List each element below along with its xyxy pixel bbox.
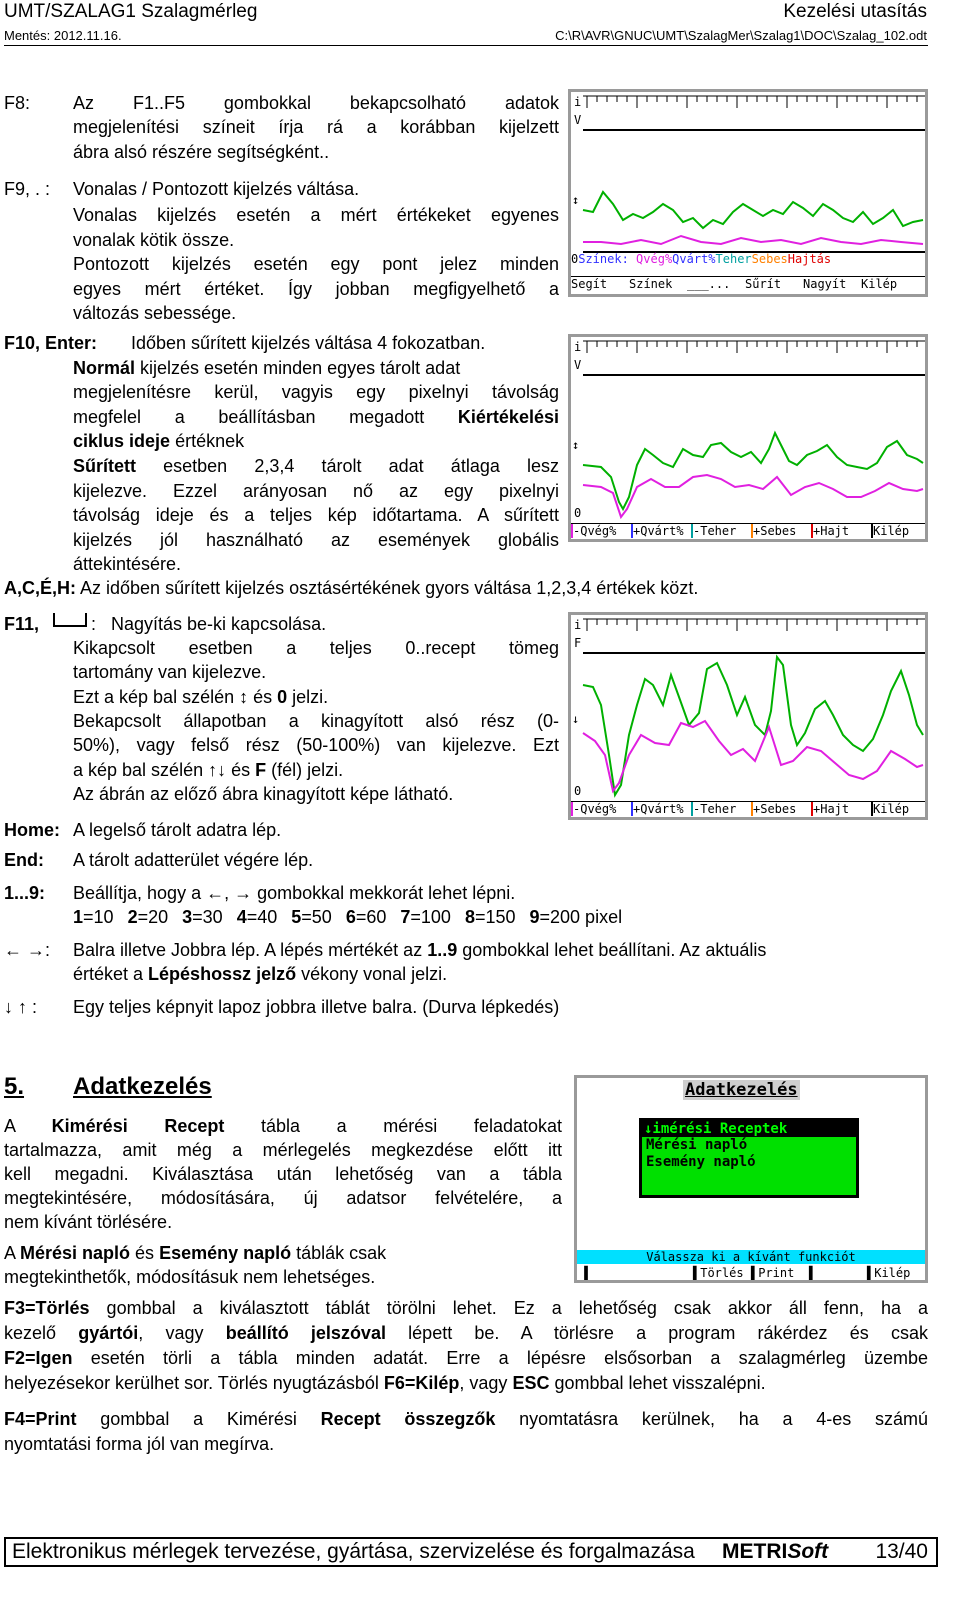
- key-end: End:: [4, 850, 44, 870]
- key-f11: F11,: [4, 614, 40, 634]
- key-left-right: ← →:: [4, 940, 51, 960]
- color-legend-item: Qvárt%: [672, 252, 716, 266]
- softkey[interactable]: ___...: [687, 277, 731, 291]
- legend-item[interactable]: Kilép: [871, 802, 913, 816]
- f9-line1: Vonalas / Pontozott kijelzés váltása.: [73, 179, 360, 199]
- s5-p1-line2: tartalmazza, amit még a mérlegelés megkezdése előtt itt: [4, 1140, 562, 1160]
- series-green: [583, 433, 923, 509]
- legend-item: +Hajt: [811, 524, 871, 538]
- s5-p2-line2: megtekinthetők, módosításuk nem lehetséges.: [4, 1267, 376, 1287]
- menu-item-event-log[interactable]: Esemény napló: [646, 1154, 756, 1170]
- header-title: UMT/SZALAG1 Szalagmérleg: [4, 1, 258, 22]
- f10-line7: távolság ideje és a teljes kép időtartama. A sűrített: [73, 505, 559, 525]
- key-f8: F8:: [4, 93, 31, 113]
- screen-zoomed-legend: [571, 801, 925, 818]
- header-rule: [4, 45, 928, 46]
- legend-item: -Teher: [691, 802, 751, 816]
- f11-line6: a kép bal szélén ↑↓ és F (fél) jelzi.: [73, 760, 344, 780]
- step-value-1: 1=10: [73, 907, 114, 927]
- screen-data-management: [574, 1075, 928, 1283]
- softkey-delete[interactable]: ▌Törlés: [693, 1266, 744, 1280]
- color-legend-item: Teher: [715, 252, 752, 266]
- updown-arrow-icon: ↕: [239, 687, 249, 707]
- steps-values: [73, 905, 636, 929]
- s5-p2-line1: A Mérési napló és Esemény napló táblák csak: [4, 1243, 387, 1263]
- legend-item: -Qvég%: [571, 802, 631, 816]
- axis-label-v: V: [574, 358, 582, 372]
- f10-line3: megfelel a beállításban megadott Kiértékelési: [73, 407, 559, 427]
- legend-item: +Qvárt%: [631, 524, 691, 538]
- s5-p1-line4: megtekintésére, módosítására, új adatsor felvételére, a: [4, 1188, 562, 1208]
- tick-marks: [583, 619, 925, 631]
- series-magenta: [583, 721, 923, 791]
- s5-p3-line1: F3=Törlés gombbal a kiválasztott táblát törölni lehet. Ez a lehetőség csak akkor áll fenn, ha a: [4, 1298, 928, 1318]
- step-value-9: 9=200 pixel: [529, 907, 623, 927]
- f10-line8: kijelzés jól használható az események globális: [73, 530, 559, 550]
- legend-item: +Sebes: [751, 524, 811, 538]
- softkey[interactable]: Segít: [571, 277, 608, 291]
- color-legend-item: Hajtás: [787, 252, 832, 266]
- axis-label-i: i: [574, 95, 582, 109]
- zoom-down-icon: ↓: [572, 712, 580, 726]
- softkey[interactable]: Kilép: [861, 277, 898, 291]
- key-up-down: ↓ ↑ :: [4, 997, 38, 1017]
- axis-label-v: V: [574, 113, 582, 127]
- step-value-6: 6=60: [345, 907, 387, 927]
- f11-colon: :: [91, 614, 97, 634]
- f10-line2: megjelenítésre kerül, vagyis egy pixelnyi távolság: [73, 382, 559, 402]
- menu-item-measure-log[interactable]: Mérési napló: [646, 1137, 748, 1153]
- zoom-indicator-icon: ↕: [572, 438, 580, 452]
- leftright-line2: értéket a Lépéshossz jelző vékony vonal jelzi.: [73, 964, 448, 984]
- screen-zoomed: [568, 612, 928, 820]
- f11-line1: Kikapcsolt esetben a teljes 0..recept tömeg: [73, 638, 559, 658]
- header-doc-type: Kezelési utasítás: [783, 1, 927, 22]
- legend-item: +Sebes: [751, 802, 811, 816]
- zoom-indicator-icon: ↕: [572, 193, 580, 207]
- steps-line1: Beállítja, hogy a ←, → gombokkal mekkorát lehet lépni.: [73, 883, 516, 903]
- header-file-path: C:\R\AVR\GNUC\UMT\SzalagMer\Szalag1\DOC\Szalag_102.odt: [555, 28, 927, 43]
- key-1-9: 1...9:: [4, 883, 46, 903]
- colors-legend: [571, 252, 925, 268]
- f9-line3: vonalak kötik össze.: [73, 230, 235, 250]
- f11-line2: tartomány van kijelezve.: [73, 662, 267, 682]
- step-value-7: 7=100: [400, 907, 451, 927]
- section-number: 5.: [4, 1073, 25, 1100]
- f8-line3: ábra alsó részére segítségként..: [73, 142, 330, 162]
- space-key-icon: [53, 613, 87, 627]
- tick-marks: [583, 96, 925, 108]
- screen-title: Adatkezelés: [685, 1080, 798, 1100]
- screen-compressed: [568, 334, 928, 542]
- colors-label: Színek:: [578, 252, 629, 266]
- f9-line4: Pontozott kijelzés esetén egy pont jelez minden: [73, 254, 559, 274]
- footer-page-number: 13/40: [875, 1540, 928, 1563]
- screen-zoomed-graph: [571, 615, 925, 817]
- s5-p3-line3: F2=Igen esetén törli a tábla minden adatát. Erre a lépésre elsősorban a szalagmérleg üzembe: [4, 1348, 928, 1368]
- softkey[interactable]: Színek: [629, 277, 673, 291]
- s5-p4-line2: nyomtatási forma jól van megírva.: [4, 1434, 275, 1454]
- screen-data-management-menu: ▌ ▌Törlés ▌Print ▌ ▌Kilép: [577, 1265, 925, 1281]
- step-value-3: 3=30: [182, 907, 223, 927]
- series-magenta: [583, 236, 923, 244]
- step-value-8: 8=150: [464, 907, 516, 927]
- axis-label-zero: 0: [571, 252, 579, 266]
- f11-line3: Ezt a kép bal szélén ↕ és 0 jelzi.: [73, 687, 329, 707]
- f11-line7: Az ábrán az előző ábra kinagyított képe látható.: [73, 784, 454, 804]
- table-menu: [639, 1118, 859, 1198]
- s5-p1-line3: kell megadni. Kiválasztása után lehetőség van a tábla: [4, 1164, 562, 1184]
- color-legend-item: Qvég%: [636, 252, 673, 266]
- footer-brand: METRISoft: [722, 1540, 829, 1563]
- s5-p3-line4: helyezésekor kerülhet sor. Törlés nyugtázásból F6=Kilép, vagy ESC gombbal lehet visszalépni.: [4, 1373, 766, 1393]
- f10-line1: Normál kijelzés esetén minden egyes tárolt adat: [73, 358, 461, 378]
- f8-line2: megjelenítési színeit írja rá a korábban kijelzett: [73, 117, 559, 137]
- axis-label-zero: 0: [574, 506, 582, 520]
- f9-line5: egyes mért értéket. Így jobban megfigyelhető a: [73, 279, 559, 299]
- section-title: Adatkezelés: [73, 1073, 212, 1100]
- up-down-arrows-icon: ↑↓: [208, 760, 227, 780]
- status-prompt: Válassza ki a kívánt funkciót: [577, 1250, 925, 1264]
- screen-compressed-legend: [571, 523, 925, 540]
- key-f9: F9, . :: [4, 179, 51, 199]
- softkey-exit[interactable]: ▌Kilép: [867, 1266, 911, 1280]
- page-footer: [4, 1537, 938, 1567]
- key-ache-line: A,C,É,H: Az időben sűrített kijelzés osztásértékének gyors váltása 1,2,3,4 értékek közt.: [4, 578, 699, 598]
- axis-label-i: i: [574, 340, 582, 354]
- key-f10: F10, Enter:: [4, 333, 98, 353]
- updown-text: Egy teljes képnyit lapoz jobbra illetve balra. (Durva lépkedés): [73, 997, 560, 1017]
- f11-line4: Bekapcsolt állapotban a kinagyított alsó rész (0-: [73, 711, 559, 731]
- screen-colors-menu: [571, 276, 925, 293]
- step-value-4: 4=40: [236, 907, 278, 927]
- softkey[interactable]: Nagyít: [803, 277, 847, 291]
- f10-line9: áttekintésére.: [73, 554, 182, 574]
- menu-item-recipes[interactable]: ↓imérési Receptek: [642, 1121, 856, 1137]
- footer-text: Elektronikus mérlegek tervezése, gyártása, szervizelése és forgalmazása: [12, 1540, 695, 1563]
- f9-line2: Vonalas kijelzés esetén a mért értékeket egyenes: [73, 205, 559, 225]
- tick-marks: [583, 341, 925, 353]
- f10-line6: kijelezve. Ezzel arányosan nő az egy pixelnyi: [73, 481, 559, 501]
- softkey[interactable]: Sűrít: [745, 277, 782, 291]
- step-value-5: 5=50: [291, 907, 332, 927]
- f10-line4: ciklus ideje értéknek: [73, 431, 245, 451]
- f11-line5: 50%), vagy felső rész (50-100%) van kijelezve. Ezt: [73, 735, 559, 755]
- home-text: A legelső tárolt adatra lép.: [73, 820, 282, 840]
- axis-label-zero: 0: [574, 784, 582, 798]
- left-right-arrows-icon: ←, →: [206, 883, 253, 903]
- header-save-date: Mentés: 2012.11.16.: [4, 28, 122, 43]
- axis-label-f: F: [574, 636, 582, 650]
- legend-item: +Qvárt%: [631, 802, 691, 816]
- s5-p1-line1: A Kimérési Recept tábla a mérési feladatokat: [4, 1116, 562, 1136]
- f9-line6: változás sebessége.: [73, 303, 237, 323]
- softkey-print[interactable]: ▌Print: [751, 1266, 795, 1280]
- legend-item: +Hajt: [811, 802, 871, 816]
- end-text: A tárolt adatterület végére lép.: [73, 850, 314, 870]
- screen-compressed-graph: [571, 337, 925, 539]
- legend-item: -Qvég%: [571, 524, 631, 538]
- f10-line0: Időben sűrített kijelzés váltása 4 fokozatban.: [131, 333, 486, 353]
- leftright-line1: Balra illetve Jobbra lép. A lépés mértékét az 1..9 gombokkal lehet beállítani. Az aktuális: [73, 940, 767, 960]
- series-magenta: [583, 475, 923, 517]
- axis-label-i: i: [574, 618, 582, 632]
- legend-item[interactable]: Kilép: [871, 524, 913, 538]
- screen-colors: [568, 89, 928, 297]
- series-green: [583, 192, 923, 228]
- color-legend-item: Sebes: [751, 252, 788, 266]
- s5-p1-line5: nem kívánt törlésére.: [4, 1212, 173, 1232]
- s5-p3-line2: kezelő gyártói, vagy beállító jelszóval lépett be. A törlésre a program rákérdez és csak: [4, 1323, 928, 1343]
- legend-item: -Teher: [691, 524, 751, 538]
- key-home: Home:: [4, 820, 61, 840]
- f10-line5: Sűrített esetben 2,3,4 tárolt adat átlaga lesz: [73, 456, 559, 476]
- s5-p4-line1: F4=Print gombbal a Kimérési Recept összegzők nyomtatásra kerülnek, ha a 4-es számú: [4, 1409, 928, 1429]
- f11-line0: Nagyítás be-ki kapcsolása.: [111, 614, 327, 634]
- f8-line1: Az F1..F5 gombokkal bekapcsolható adatok: [73, 93, 559, 113]
- step-value-2: 2=20: [127, 907, 169, 927]
